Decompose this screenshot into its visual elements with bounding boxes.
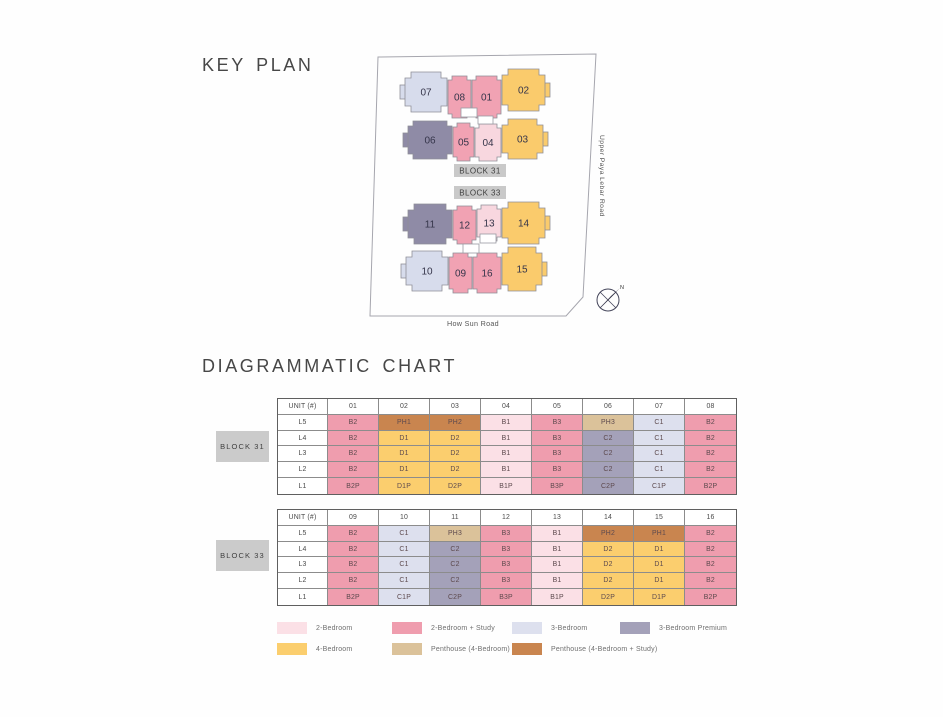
legend-label: Penthouse (4-Bedroom) [431, 645, 510, 653]
building-core-shape [478, 116, 493, 124]
unit-cell: C1 [634, 446, 685, 462]
keyplan-unit-12 [453, 206, 476, 244]
legend-label: Penthouse (4-Bedroom + Study) [551, 645, 658, 653]
unit-cell: D2 [583, 557, 634, 573]
diagrammatic-table-block-31 [277, 398, 737, 495]
unit-cell: B2 [328, 573, 379, 589]
legend-item [392, 643, 510, 655]
unit-cell: B1 [481, 415, 532, 431]
unit-cell: C2 [430, 542, 481, 558]
diagrammatic-table-block-33 [277, 509, 737, 606]
unit-cell: B2P [328, 589, 379, 605]
legend-swatch-3bp [620, 622, 650, 634]
unit-cell: B3 [481, 557, 532, 573]
building-core-shape [461, 108, 477, 117]
unit-number-label: 11 [424, 219, 436, 231]
unit-number-label: 13 [483, 218, 495, 230]
legend-item [512, 622, 587, 634]
unit-cell: C2 [430, 557, 481, 573]
unit-cell: D1 [634, 573, 685, 589]
unit-cell: B1 [532, 557, 583, 573]
unit-cell: C1 [634, 431, 685, 447]
keyplan-unit-14 [502, 202, 550, 244]
legend-swatch-4b [277, 643, 307, 655]
north-compass-icon [597, 285, 624, 311]
keyplan-unit-16 [473, 253, 501, 293]
unit-cell: D2P [583, 589, 634, 605]
unit-cell: B3P [481, 589, 532, 605]
unit-number-label: 01 [480, 92, 493, 104]
unit-cell: B1P [481, 478, 532, 494]
column-header: 15 [634, 510, 685, 526]
column-header: 03 [430, 399, 481, 415]
level-label: L4 [278, 542, 328, 558]
unit-cell: B1 [532, 526, 583, 542]
keyplan-unit-10 [401, 251, 448, 291]
column-header: 04 [481, 399, 532, 415]
column-header: 11 [430, 510, 481, 526]
unit-number-label: 06 [424, 135, 436, 147]
unit-cell: B2P [685, 589, 736, 605]
unit-cell: C1P [634, 478, 685, 494]
legend-item [392, 622, 495, 634]
unit-header-cell: UNIT (#) [278, 399, 328, 415]
unit-cell: C2 [583, 431, 634, 447]
column-header: 02 [379, 399, 430, 415]
unit-cell: B3 [481, 526, 532, 542]
unit-number-label: 09 [454, 268, 467, 280]
keyplan-unit-15 [502, 247, 547, 291]
unit-number-label: 05 [457, 137, 470, 149]
column-header: 13 [532, 510, 583, 526]
unit-cell: C1 [634, 415, 685, 431]
keyplan-title: KEY PLAN [202, 55, 314, 75]
unit-cell: B2 [685, 446, 736, 462]
column-header: 09 [328, 510, 379, 526]
keyplan-site-map [360, 45, 645, 345]
unit-cell: C1 [379, 526, 430, 542]
level-label: L2 [278, 462, 328, 478]
legend-swatch-2b [277, 622, 307, 634]
unit-cell: B3 [532, 415, 583, 431]
unit-cell: C2 [430, 573, 481, 589]
unit-cell: B3 [532, 462, 583, 478]
level-label: L1 [278, 589, 328, 605]
unit-number-label: 14 [517, 218, 530, 230]
unit-cell: B3 [532, 446, 583, 462]
unit-cell: C2P [583, 478, 634, 494]
road-label-bottom: How Sun Road [447, 319, 499, 328]
level-label: L2 [278, 573, 328, 589]
unit-cell: B1P [532, 589, 583, 605]
keyplan-unit-02 [502, 69, 550, 111]
unit-cell: PH1 [379, 415, 430, 431]
block-label-31: BLOCK 31 [216, 431, 269, 462]
unit-cell: C1 [379, 542, 430, 558]
keyplan-unit-03 [502, 119, 548, 159]
unit-cell: B2 [685, 431, 736, 447]
legend-item [620, 622, 727, 634]
legend-label: 2-Bedroom [316, 624, 353, 632]
unit-cell: B2 [328, 431, 379, 447]
unit-cell: D1 [379, 446, 430, 462]
keyplan-block-label: BLOCK 31 [459, 166, 501, 176]
level-label: L5 [278, 526, 328, 542]
legend-label: 3-Bedroom Premium [659, 624, 727, 632]
unit-cell: C2 [583, 446, 634, 462]
unit-number-label: 16 [481, 268, 493, 280]
unit-cell: B3 [532, 431, 583, 447]
unit-cell: C2P [430, 589, 481, 605]
legend-label: 3-Bedroom [551, 624, 588, 632]
legend-swatch-ph [392, 643, 422, 655]
unit-number-label: 10 [421, 266, 433, 278]
compass-north-label: N [620, 285, 624, 291]
unit-cell: D1P [634, 589, 685, 605]
unit-cell: B2 [328, 557, 379, 573]
unit-cell: C2 [583, 462, 634, 478]
unit-cell: C1 [634, 462, 685, 478]
level-label: L5 [278, 415, 328, 431]
unit-cell: D2 [430, 431, 481, 447]
keyplan-unit-09 [449, 253, 472, 293]
unit-cell: B3 [481, 542, 532, 558]
level-label: L3 [278, 557, 328, 573]
unit-header-cell: UNIT (#) [278, 510, 328, 526]
column-header: 16 [685, 510, 736, 526]
unit-cell: B2 [685, 415, 736, 431]
unit-cell: B1 [481, 431, 532, 447]
road-label-right: Upper Paya Lebar Road [598, 135, 605, 217]
unit-cell: B3P [532, 478, 583, 494]
unit-cell: B2 [328, 462, 379, 478]
block-label-33: BLOCK 33 [216, 540, 269, 571]
unit-cell: D1P [379, 478, 430, 494]
unit-cell: B2 [685, 542, 736, 558]
unit-number-label: 07 [420, 87, 432, 99]
unit-cell: B2 [328, 542, 379, 558]
legend-label: 2-Bedroom + Study [431, 624, 495, 632]
column-header: 06 [583, 399, 634, 415]
legend-label: 4-Bedroom [316, 645, 353, 653]
level-label: L3 [278, 446, 328, 462]
keyplan-unit-05 [453, 123, 474, 161]
unit-cell: PH3 [583, 415, 634, 431]
unit-cell: B1 [532, 542, 583, 558]
unit-cell: C1 [379, 573, 430, 589]
keyplan-unit-06 [403, 121, 452, 159]
unit-cell: D1 [379, 462, 430, 478]
column-header: 05 [532, 399, 583, 415]
legend-item [277, 643, 352, 655]
legend-swatch-3b [512, 622, 542, 634]
unit-cell: B1 [481, 462, 532, 478]
column-header: 08 [685, 399, 736, 415]
column-header: 14 [583, 510, 634, 526]
unit-cell: C1 [379, 557, 430, 573]
unit-cell: B2 [685, 462, 736, 478]
unit-cell: D2 [430, 446, 481, 462]
unit-number-label: 02 [517, 85, 530, 97]
unit-cell: D1 [379, 431, 430, 447]
unit-cell: D2 [430, 462, 481, 478]
unit-cell: D2 [583, 542, 634, 558]
unit-cell: PH1 [634, 526, 685, 542]
building-core-shape [480, 234, 496, 243]
unit-cell: D1 [634, 542, 685, 558]
unit-number-label: 08 [453, 92, 466, 104]
building-core-shape [463, 244, 479, 253]
unit-cell: B2P [328, 478, 379, 494]
unit-cell: C1P [379, 589, 430, 605]
unit-cell: PH2 [430, 415, 481, 431]
unit-cell: B1 [532, 573, 583, 589]
unit-cell: B1 [481, 446, 532, 462]
unit-cell: B3 [481, 573, 532, 589]
keyplan-unit-07 [400, 72, 447, 112]
column-header: 10 [379, 510, 430, 526]
unit-number-label: 12 [458, 220, 471, 232]
keyplan-block-label: BLOCK 33 [459, 188, 501, 198]
legend-swatch-2bs [392, 622, 422, 634]
diagrammatic-chart-title: DIAGRAMMATIC CHART [202, 356, 458, 376]
unit-cell: PH2 [583, 526, 634, 542]
unit-cell: D2 [583, 573, 634, 589]
keyplan-unit-11 [403, 204, 452, 244]
unit-cell: D2P [430, 478, 481, 494]
legend-swatch-ph_s [512, 643, 542, 655]
unit-cell: PH3 [430, 526, 481, 542]
unit-cell: B2P [685, 478, 736, 494]
unit-cell: B2 [328, 526, 379, 542]
keyplan-unit-04 [475, 124, 501, 161]
unit-cell: B2 [328, 446, 379, 462]
unit-number-label: 15 [516, 264, 528, 276]
level-label: L1 [278, 478, 328, 494]
unit-cell: B2 [685, 557, 736, 573]
column-header: 07 [634, 399, 685, 415]
unit-number-label: 04 [482, 138, 494, 149]
unit-cell: B2 [685, 573, 736, 589]
unit-cell: B2 [685, 526, 736, 542]
unit-cell: D1 [634, 557, 685, 573]
legend-item [277, 622, 352, 634]
unit-cell: B2 [328, 415, 379, 431]
column-header: 01 [328, 399, 379, 415]
legend-item [512, 643, 657, 655]
unit-number-label: 03 [516, 134, 529, 146]
level-label: L4 [278, 431, 328, 447]
column-header: 12 [481, 510, 532, 526]
